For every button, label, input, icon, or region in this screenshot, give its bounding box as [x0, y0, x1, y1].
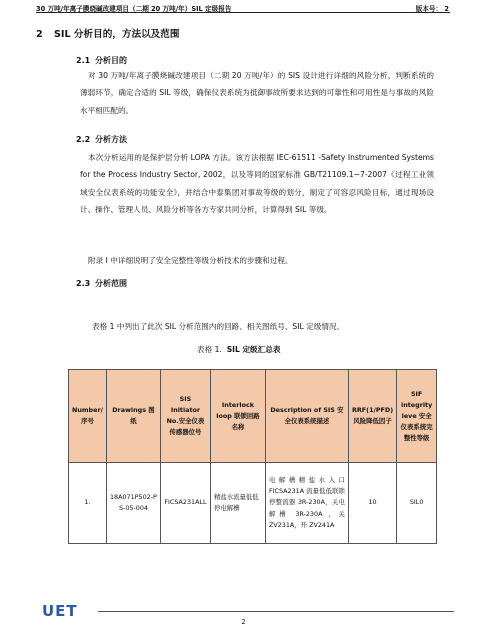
subsection-title: 分析目的	[95, 56, 127, 65]
paragraph-scope: 表格 1 中列出了此次 SIL 分析范围内的回路、相关图纸号、SIL 定级情况。	[92, 322, 345, 331]
column-header-number: Number/序号	[69, 370, 107, 463]
cell-description: 电解槽精盐水入口 FICSA231A 流量低低联锁停整流器 3R-230A，关电解槽 3R-230A ，关 ZV231A，开 ZV241A	[265, 463, 348, 544]
table-caption-title: SIL 定级汇总表	[226, 345, 281, 354]
column-header-interlock: Interlock loop 联锁回路名称	[210, 370, 265, 463]
column-header-description: Description of SIS 安全仪表系统描述	[265, 370, 348, 463]
subsection-heading-2-1	[76, 55, 127, 66]
paragraph-method: 本次分析运用的是保护层分析 LOPA 方法。该方法根据 IEC-61511 -Safety Instrumented Systems for the Process Industry Sector, 2002，以及等同的国家标准 GB/T21109.1~7-2007《过程工业领域安全仪表系统的功能安全》，并结合中泰集团对事故等级的划分，制定了可容忍风险目标，通过现场设计、操作、管理人员、风险分析等各方专家共同分析，计算得到 SIL 等级。	[80, 153, 434, 214]
subsection-heading-2-2	[76, 134, 127, 145]
table-caption	[197, 344, 280, 355]
column-header-sil-level: SIF integrity leve 安全仪表系统完整性等级	[397, 370, 437, 463]
subsection-title: 分析方法	[95, 135, 127, 144]
page-number: 2	[241, 618, 246, 626]
table-header-row	[69, 370, 437, 463]
subsection-number: 2.3	[76, 279, 91, 288]
table-caption-prefix: 表格 1.	[197, 345, 222, 354]
section-number: 2	[36, 29, 43, 40]
cell-interlock: 精盐水流量低低停电解槽	[210, 463, 265, 544]
company-logo: UET	[42, 602, 78, 620]
header-title: 30 万吨/年离子膜烧碱改建项目（二期 20 万吨/年）SIL 定级报告	[36, 5, 232, 13]
column-header-rrf: RRF(1/PFD)风险降低因子	[348, 370, 396, 463]
cell-initiator: FICSA231ALL	[160, 463, 210, 544]
header-rule	[36, 12, 450, 13]
footer-rule	[98, 611, 454, 612]
cell-drawing: 18A071P502-PS-05-004	[106, 463, 160, 544]
paragraph-appendix: 附录 I 中详细说明了安全完整性等级分析技术的步骤和过程。	[88, 256, 293, 265]
paragraph-purpose: 对 30 万吨/年离子膜烧碱改建项目（二期 20 万吨/年）的 SIS 设计进行详细的风险分析，判断系统的薄弱环节，确定合适的 SIL 等级，确保仪表系统为抵御事故所要求达到的可靠性和可用性是与事故的风险水平相匹配的。	[80, 71, 434, 115]
column-header-drawings: Drawings 图纸	[106, 370, 160, 463]
header-version: 版本号： 2	[415, 5, 449, 13]
cell-number: 1.	[69, 463, 107, 544]
sil-summary-table	[68, 369, 437, 544]
subsection-number: 2.2	[76, 135, 91, 144]
section-heading	[36, 26, 179, 40]
cell-rrf: 10	[348, 463, 396, 544]
subsection-heading-2-3	[76, 278, 127, 289]
section-title: SIL 分析目的，方法以及范围	[54, 29, 180, 40]
column-header-initiator: SIS Initiator No.安全仪表传感器位号	[160, 370, 210, 463]
cell-sil-level: SIL0	[397, 463, 437, 544]
subsection-number: 2.1	[76, 56, 91, 65]
subsection-title: 分析范围	[95, 279, 127, 288]
table-row	[69, 463, 437, 544]
